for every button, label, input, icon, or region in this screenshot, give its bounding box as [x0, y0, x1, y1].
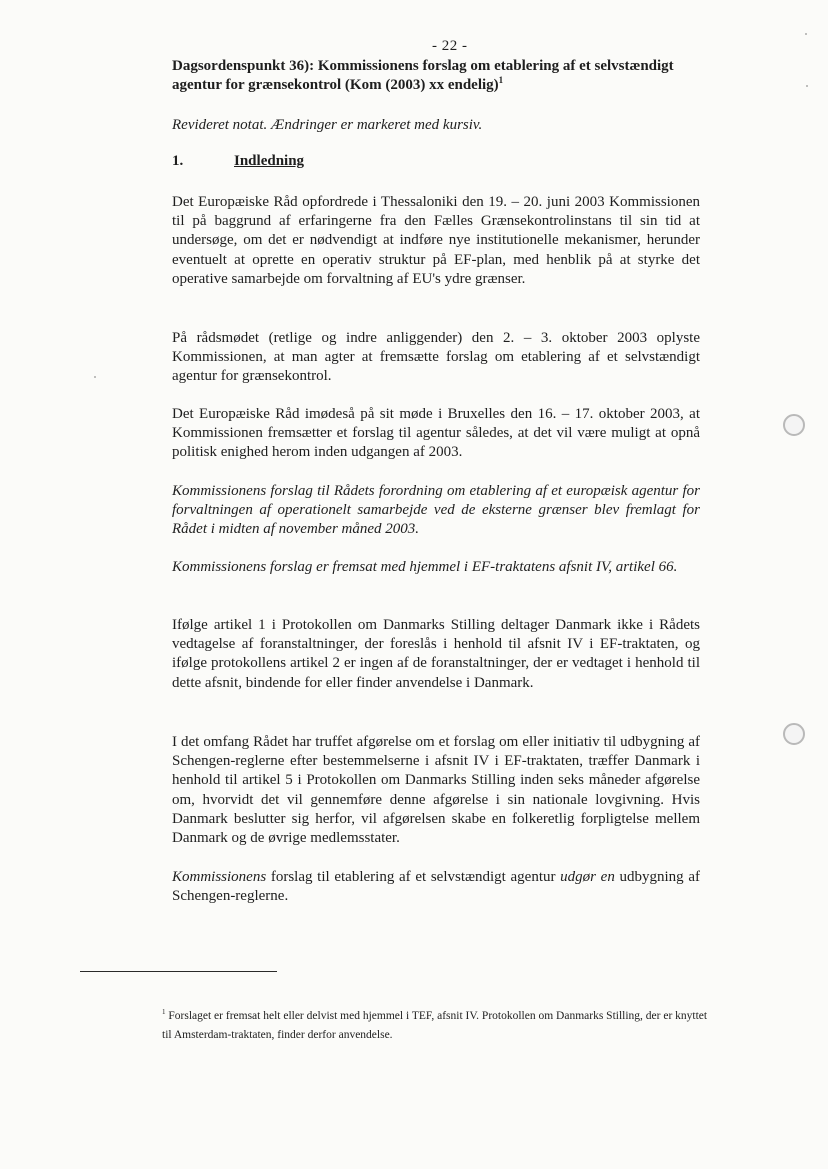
paragraph-7: I det omfang Rådet har truffet afgørelse om et forslag om eller initiativ til udbygning af Schengen-reglerne efter bestemmelserne i afsnit IV i EF-traktaten, træffer Danmark i henhold til artikel 5 i Protokollen om Danmarks Stilling inden seks måneder afgørelse om, hvorvidt det vil gennemføre denne afgørelse i sin nationale lovgivning. Hvis Danmark beslutter sig herfor, vil afgørelsen skabe en folkeretlig forpligtelse mellem Danmark og de øvrige medlemsstater.	[172, 734, 700, 847]
paragraph-5: Kommissionens forslag er fremsat med hjemmel i EF-traktatens afsnit IV, artikel 66.	[172, 559, 678, 575]
section-title: Indledning	[234, 153, 305, 169]
paragraph-8-part-3: udgør en	[560, 869, 615, 885]
paragraph-4: Kommissionens forslag til Rådets forordning om etablering af et europæisk agentur for forvaltningen af operationelt samarbejde ved de eksterne grænser blev fremlagt for Rådet i midten af november måned 2003.	[172, 483, 700, 538]
agenda-heading-text: Dagsordenspunkt 36): Kommissionens forslag om etablering af et selvstændigt agentur for grænsekontrol (Kom (2003) xx endelig)	[172, 58, 674, 93]
section-heading	[172, 153, 304, 170]
punch-hole-lower	[783, 723, 805, 745]
paragraph-1: Det Europæiske Råd opfordrede i Thessaloniki den 19. – 20. juni 2003 Kommissionen til på baggrund af erfaringerne fra den Fælles Grænsekontrolinstans til sin tid at undersøge, om det er nødvendigt at indføre nye institutionelle mekanismer, herunder eventuelt at oprette en operativ struktur på EF-plan, med henblik på at styrke det operative samarbejde om forvaltning af EU's ydre grænser.	[172, 194, 700, 287]
footnote-marker: 1	[162, 1008, 166, 1016]
paragraph-2: På rådsmødet (retlige og indre anliggender) den 2. – 3. oktober 2003 oplyste Kommissionen, at man agter at fremsætte forslag om etablering af et selvstændigt agentur for grænsekontrol.	[172, 330, 700, 385]
paragraph-3: Det Europæiske Råd imødeså på sit møde i Bruxelles den 16. – 17. oktober 2003, at Kommissionen fremsætter et forslag til agentur således, at det vil være muligt at opnå politisk enighed herom inden udgangen af 2003.	[172, 406, 700, 461]
scan-speck	[94, 376, 96, 378]
paragraph-8	[172, 868, 700, 906]
paragraph-6: Ifølge artikel 1 i Protokollen om Danmarks Stilling deltager Danmark ikke i Rådets vedtagelse af foranstaltninger, der foreslås i henhold til afsnit IV i EF-traktaten, og ifølge protokollens artikel 2 er ingen af de foranstaltninger, der er vedtaget i henhold til dette afsnit, bindende for eller finder anvendelse i Danmark.	[172, 617, 700, 691]
paragraph-8-part-2: forslag til etablering af et selvstændigt agentur	[266, 869, 561, 885]
revision-note: Revideret notat. Ændringer er markeret med kursiv.	[172, 117, 483, 133]
footnote-text: Forslaget er fremsat helt eller delvist med hjemmel i TEF, afsnit IV. Protokollen om Danmarks Stilling, der er knyttet til Amsterdam-traktaten, finder derfor anvendelse.	[162, 1009, 708, 1041]
paragraph-8-part-4: udbygning af Schengen-reglerne.	[172, 869, 700, 905]
agenda-heading	[172, 57, 712, 95]
scan-speck	[805, 33, 807, 35]
footnote	[162, 1003, 712, 1045]
section-number: 1.	[172, 153, 184, 169]
punch-hole-upper	[783, 414, 805, 436]
scan-speck	[806, 85, 808, 87]
paragraph-8-part-1: Kommissionens	[172, 869, 267, 885]
footnote-divider	[80, 971, 277, 972]
footnote-reference[interactable]: 1	[498, 75, 504, 85]
page-number: - 22 -	[432, 38, 468, 54]
